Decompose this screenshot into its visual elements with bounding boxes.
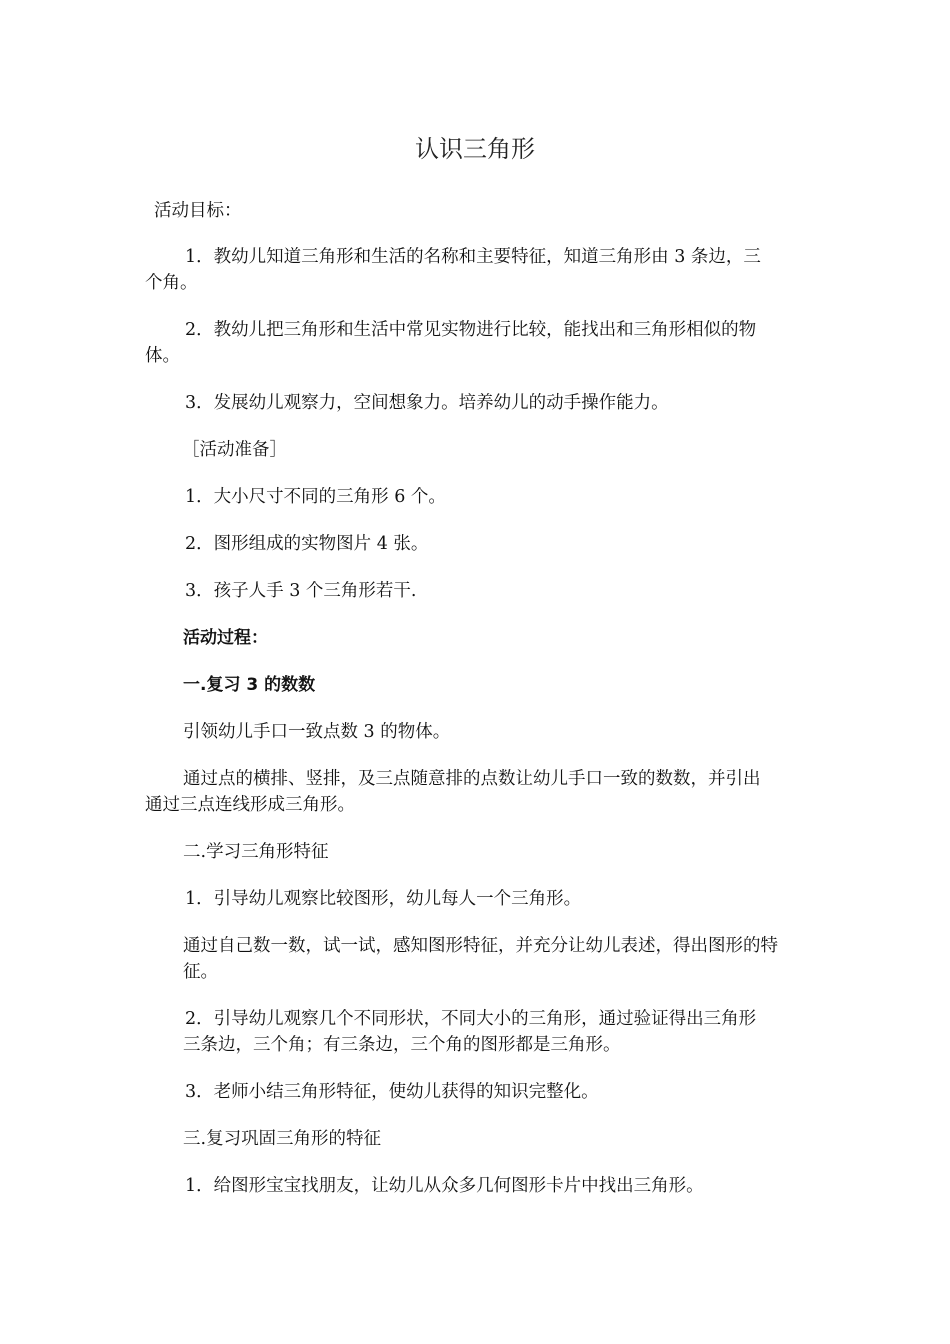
prep-1: 1．大小尺寸不同的三角形 6 个。 [185,487,446,507]
goal-2-line-2: 体。 [145,346,180,366]
section-2-title: 二.学习三角形特征 [183,842,329,862]
section-2-para-1: 1．引导幼儿观察比较图形，幼儿每人一个三角形。 [185,889,582,909]
section-2-para-3-line-1: 2．引导幼儿观察几个不同形状，不同大小的三角形，通过验证得出三角形 [185,1009,757,1029]
prep-2: 2．图形组成的实物图片 4 张。 [185,534,429,554]
section-3-title: 三.复习巩固三角形的特征 [183,1129,382,1149]
goal-1-line-2: 个角。 [145,273,198,293]
section-2-para-2-line-1: 通过自己数一数，试一试，感知图形特征，并充分让幼儿表述，得出图形的特 [183,936,778,956]
process-label: 活动过程： [183,628,268,648]
prep-3: 3．孩子人手 3 个三角形若干. [185,581,417,601]
prep-label: ［活动准备］ [182,440,287,460]
document-title: 认识三角形 [415,135,535,163]
goals-label: 活动目标： [154,201,242,221]
section-1-para-2-line-2: 通过三点连线形成三角形。 [145,795,355,815]
goal-1-line-1: 1．教幼儿知道三角形和生活的名称和主要特征，知道三角形由 3 条边，三 [185,247,761,267]
section-2-para-4: 3．老师小结三角形特征，使幼儿获得的知识完整化。 [185,1082,599,1102]
section-1-para-1: 引领幼儿手口一致点数 3 的物体。 [183,722,451,742]
section-2-para-3-line-2: 三条边，三个角；有三条边，三个角的图形都是三角形。 [183,1035,621,1055]
section-1-para-2-line-1: 通过点的横排、竖排，及三点随意排的点数让幼儿手口一致的数数，并引出 [183,769,761,789]
section-3-para-1: 1．给图形宝宝找朋友，让幼儿从众多几何图形卡片中找出三角形。 [185,1176,704,1196]
goal-2-line-1: 2．教幼儿把三角形和生活中常见实物进行比较，能找出和三角形相似的物 [185,320,757,340]
section-2-para-2-line-2: 征。 [183,962,218,982]
section-1-title: 一.复习 3 的数数 [183,675,316,695]
goal-3: 3．发展幼儿观察力，空间想象力。培养幼儿的动手操作能力。 [185,393,669,413]
